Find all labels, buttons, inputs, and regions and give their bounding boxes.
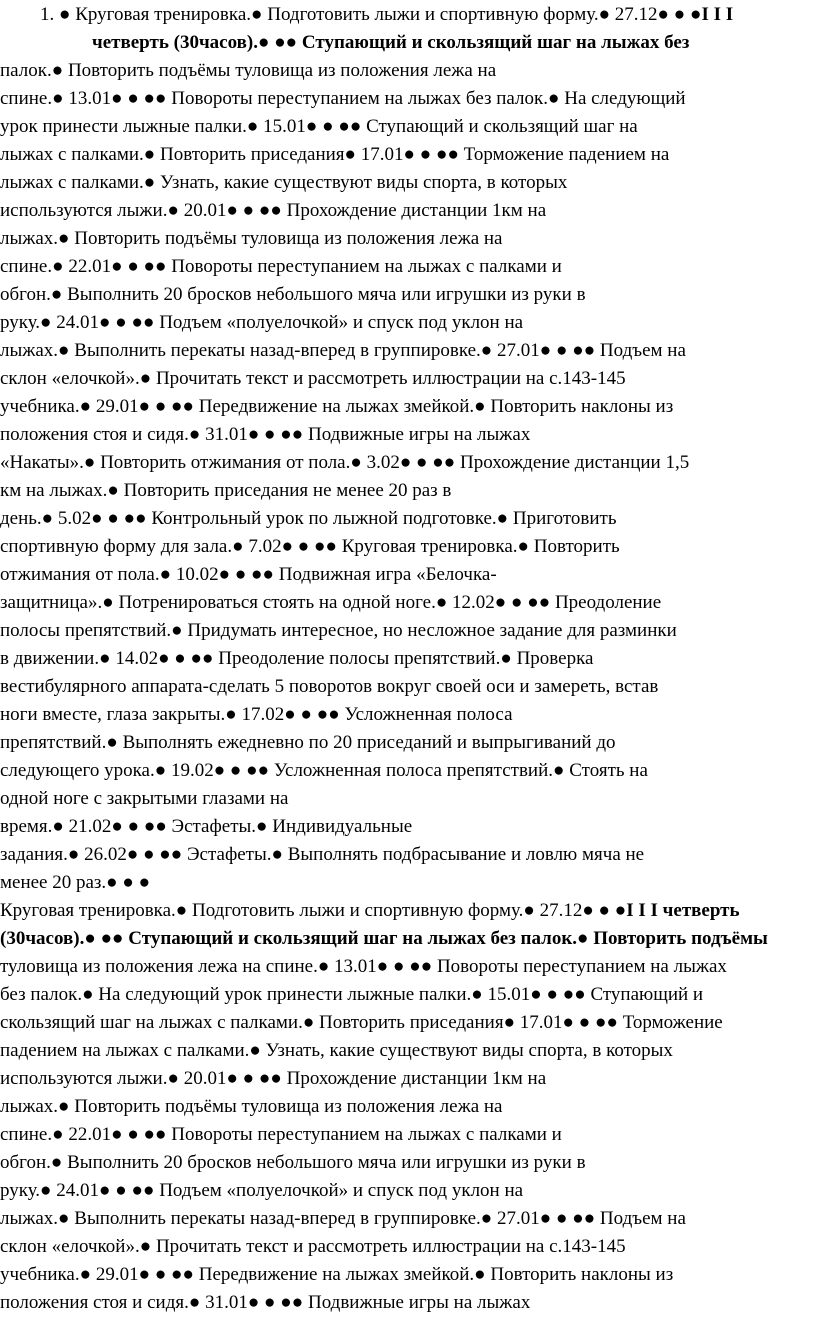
text-line-17: «Накаты».● Повторить отжимания от пола.● 3.02● ● ●● Прохождение дистанции 1,5 [0, 452, 690, 473]
text-line-24: в движении.● 14.02● ● ●● Преодоление полосы препятствий.● Проверка [0, 648, 594, 669]
text-line-32: менее 20 раз.● ● ● [0, 872, 151, 893]
text-line-28: следующего урока.● 19.02● ● ●● Усложненная полоса препятствий.● Стоять на [0, 760, 648, 781]
text-line-31: задания.● 26.02● ● ●● Эстафеты.● Выполнять подбрасывание и ловлю мяча не [0, 844, 645, 865]
text-line-40: лыжах.● Повторить подъёмы туловища из положения лежа на [0, 1096, 503, 1117]
text-line-39: используются лыжи.● 20.01● ● ●● Прохождение дистанции 1км на [0, 1068, 547, 1089]
text-line-8: используются лыжи.● 20.01● ● ●● Прохождение дистанции 1км на [0, 200, 547, 221]
text-line-43: руку.● 24.01● ● ●● Подъем «полуелочкой» и спуск под уклон на [0, 1180, 524, 1201]
text-line-12: руку.● 24.01● ● ●● Подъем «полуелочкой» и спуск под уклон на [0, 312, 524, 333]
text-line-13: лыжах.● Выполнить перекаты назад-вперед в группировке.● 27.01● ● ●● Подъем на [0, 340, 686, 361]
text-line-38: падением на лыжах с палками.● Узнать, какие существуют виды спорта, в которых [0, 1040, 673, 1061]
text-line-46: учебника.● 29.01● ● ●● Передвижение на лыжах змейкой.● Повторить наклоны из [0, 1264, 674, 1285]
bold-run: I I I [701, 4, 734, 25]
text-line-21: отжимания от пола.● 10.02● ● ●● Подвижная игра «Белочка- [0, 564, 497, 585]
text-line-23: полосы препятствий.● Придумать интересное, но несложное задание для разминки [0, 620, 677, 641]
text-line-20: спортивную форму для зала.● 7.02● ● ●● Круговая тренировка.● Повторить [0, 536, 620, 557]
text-line-5: урок принести лыжные палки.● 15.01● ● ●● Ступающий и скользящий шаг на [0, 116, 638, 137]
text-line-44: лыжах.● Выполнить перекаты назад-вперед в группировке.● 27.01● ● ●● Подъем на [0, 1208, 686, 1229]
text-line-35: туловища из положения лежа на спине.● 13.01● ● ●● Повороты переступанием на лыжах [0, 956, 727, 977]
text-line-34: (30часов).● ●● Ступающий и скользящий шаг на лыжах без палок.● Повторить подъёмы [0, 928, 768, 949]
text-line-7: лыжах с палками.● Узнать, какие существуют виды спорта, в которых [0, 172, 568, 193]
text-line-16: положения стоя и сидя.● 31.01● ● ●● Подвижные игры на лыжах [0, 424, 531, 445]
text-line-29: одной ноге с закрытыми глазами на [0, 788, 289, 809]
text-line-30: время.● 21.02● ● ●● Эстафеты.● Индивидуальные [0, 816, 413, 837]
text-line-42: обгон.● Выполнить 20 бросков небольшого мяча или игрушки из руки в [0, 1152, 586, 1173]
text-line-22: защитница».● Потренироваться стоять на одной ноге.● 12.02● ● ●● Преодоление [0, 592, 662, 613]
text-line-27: препятствий.● Выполнять ежедневно по 20 приседаний и выпрыгиваний до [0, 732, 616, 753]
text-line-10: спине.● 22.01● ● ●● Повороты переступанием на лыжах с палками и [0, 256, 562, 277]
text-line-19: день.● 5.02● ● ●● Контрольный урок по лыжной подготовке.● Приготовить [0, 508, 617, 529]
text-line-33: Круговая тренировка.● Подготовить лыжи и спортивную форму.● 27.12● ● ●I I I четверть [0, 900, 740, 921]
text-line-6: лыжах с палками.● Повторить приседания● 17.01● ● ●● Торможение падением на [0, 144, 670, 165]
text-line-3: палок.● Повторить подъёмы туловища из положения лежа на [0, 60, 497, 81]
text-line-2: четверть (30часов).● ●● Ступающий и скользящий шаг на лыжах без [92, 32, 690, 53]
text-line-15: учебника.● 29.01● ● ●● Передвижение на лыжах змейкой.● Повторить наклоны из [0, 396, 674, 417]
text-line-14: склон «елочкой».● Прочитать текст и рассмотреть иллюстрации на с.143-145 [0, 368, 626, 389]
text-line-4: спине.● 13.01● ● ●● Повороты переступанием на лыжах без палок.● На следующий [0, 88, 686, 109]
text-line-1: 1. ● Круговая тренировка.● Подготовить лыжи и спортивную форму.● 27.12● ● ●I I I [40, 4, 734, 25]
bold-run: I I I четверть [626, 900, 740, 921]
text-line-37: скользящий шаг на лыжах с палками.● Повторить приседания● 17.01● ● ●● Торможение [0, 1012, 723, 1033]
text-line-26: ноги вместе, глаза закрыты.● 17.02● ● ●● Усложненная полоса [0, 704, 513, 725]
text-line-45: склон «елочкой».● Прочитать текст и рассмотреть иллюстрации на с.143-145 [0, 1236, 626, 1257]
text-line-11: обгон.● Выполнить 20 бросков небольшого мяча или игрушки из руки в [0, 284, 586, 305]
text-line-18: км на лыжах.● Повторить приседания не менее 20 раз в [0, 480, 452, 501]
text-line-25: вестибулярного аппарата-сделать 5 поворотов вокруг своей оси и замереть, встав [0, 676, 659, 697]
text-line-41: спине.● 22.01● ● ●● Повороты переступанием на лыжах с палками и [0, 1124, 562, 1145]
text-line-47: положения стоя и сидя.● 31.01● ● ●● Подвижные игры на лыжах [0, 1292, 531, 1313]
text-line-9: лыжах.● Повторить подъёмы туловища из положения лежа на [0, 228, 503, 249]
text-line-36: без палок.● На следующий урок принести лыжные палки.● 15.01● ● ●● Ступающий и [0, 984, 704, 1005]
